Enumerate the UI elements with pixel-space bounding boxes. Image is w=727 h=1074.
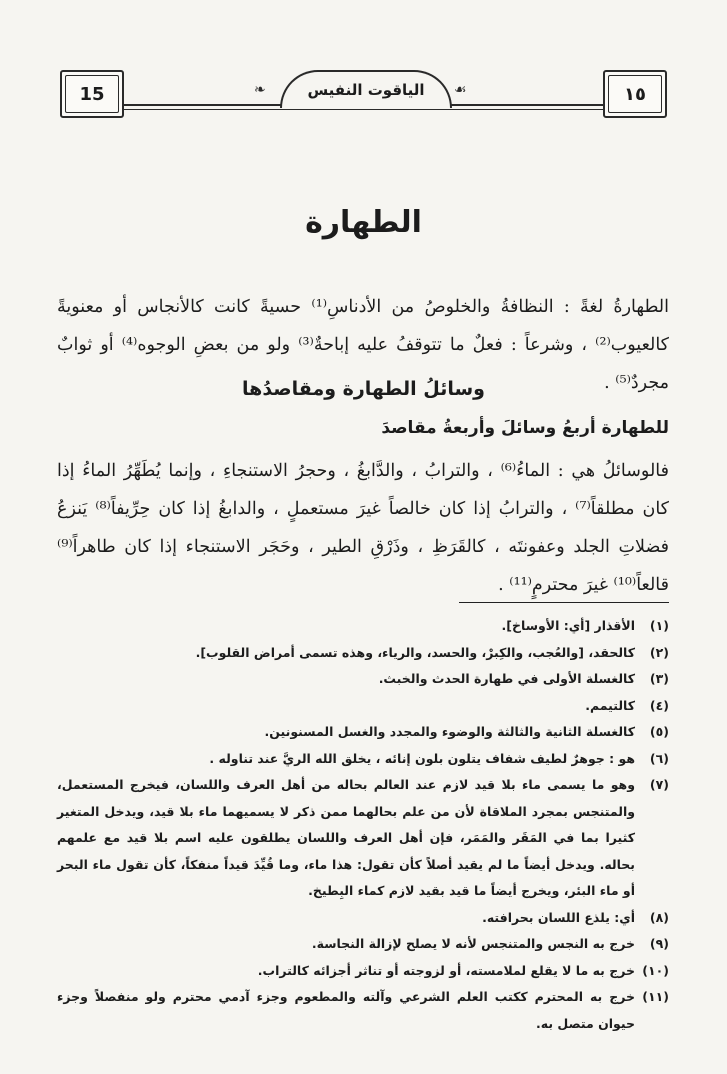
- footnote: [57, 931, 669, 958]
- paragraph-definition: الطهارةُ لغةً : النظافةُ والخلوصُ من الأدناسِ⁽¹⁾ حسيةً كانت كالأنجاس أو معنويةً كالعيوب⁽²⁾ ، وشرعاً : فعلٌ ما تتوقفُ عليه إباحةٌ⁽³⁾ ولو من بعضِ الوجوه⁽⁴⁾ أو ثوابٌ مجردٌ⁽⁵⁾ .: [57, 297, 670, 393]
- footnote-text: كالحقد، [والعُجب، والكِبرْ، والحسد، والرياء، وهذه تسمى أمراض القلوب].: [195, 644, 635, 660]
- footnote-number: (٥): [649, 724, 669, 739]
- chapter-title: الطهارة: [305, 205, 422, 240]
- footnote: [57, 666, 669, 693]
- footnote: [57, 613, 669, 640]
- page-number-arabic: ١٥: [603, 70, 667, 118]
- footnote-number: (٤): [649, 697, 669, 713]
- subsection-title: للطهارة أربعُ وسائلَ وأربعةُ مقاصدَ: [381, 418, 669, 438]
- ornament-icon: ❧: [254, 82, 266, 98]
- footnote: [57, 984, 669, 1037]
- footnote-number: (١): [649, 618, 669, 633]
- ornament-icon: ☙: [454, 82, 467, 98]
- footnote: [57, 719, 669, 746]
- footnote-number: (١٠): [642, 962, 669, 978]
- header-rule-thin: [122, 109, 605, 110]
- footnote-separator: [459, 602, 669, 603]
- footnote-text: أي: يلذع اللسان بحرافته.: [482, 909, 635, 925]
- footnote-text: كالغسلة الأولى في طهارة الحدث والخبث.: [378, 671, 635, 686]
- footnote-text: خرج به ما لا يقلع لملامسته، أو لزوجته أو تناثر أجزائه كالتراب.: [257, 962, 635, 978]
- footnote-text: خرج به المحترم ككتب العلم الشرعي وآلته والمطعوم وجزء آدمي محترم ولو منفصلاً وجزء حيوان متصل به.: [57, 989, 635, 1031]
- section-title: وسائلُ الطهارة ومقاصدُها: [242, 378, 485, 400]
- footnote-number: (٨): [649, 909, 669, 925]
- footnote: [57, 905, 669, 932]
- footnote-number: (١١): [642, 989, 669, 1004]
- footnote-number: (٩): [649, 936, 669, 951]
- footnote-text: خرج به النجس والمتنجس لأنه لا يصلح لإزالة النجاسة.: [311, 936, 635, 951]
- footnote-text: كالتيمم.: [585, 697, 635, 713]
- footnote-number: (٢): [649, 644, 669, 660]
- footnote-number: (٧): [649, 777, 669, 792]
- footnote-number: (٣): [649, 671, 669, 686]
- footnote-text: الأقذار [أي: الأوساخ].: [501, 618, 635, 633]
- footnote-text: هو : جوهرٌ لطيف شفاف يتلون بلون إنائه ، يخلق الله الريَّ عند تناوله .: [209, 750, 635, 766]
- footnote: [57, 772, 669, 905]
- paragraph-means: فالوسائلُ هي : الماءُ⁽⁶⁾ ، والترابُ ، والدَّابغُ ، وحجرُ الاستنجاءِ ، وإنما يُطَهِّرُ الماءُ إذا كان مطلقاً⁽⁷⁾ ، والترابُ إذا كان خالصاً غيرَ مستعملٍ ، والدابغُ إذا كان حِرِّيفاً⁽⁸⁾ يَنزعُ فضلاتِ الجلد وعفونتَه ، كالقَرَظِ ، وذَرْقِ الطير ، وحَجَر الاستنجاء إذا كان طاهراً⁽⁹⁾ قالعاً⁽¹⁰⁾ غيرَ محترمٍ⁽¹¹⁾ .: [57, 461, 669, 595]
- footnotes: [57, 613, 669, 1037]
- footnote: [57, 693, 669, 720]
- footnote: [57, 746, 669, 773]
- page-number-latin: 15: [60, 70, 124, 118]
- footnote-number: (٦): [649, 750, 669, 766]
- page-header: [60, 62, 667, 122]
- footnote: [57, 958, 669, 985]
- footnote-text: وهو ما يسمى ماء بلا قيد لازم عند العالم بحاله من أهل العرف واللسان، فيخرج المستعمل، والمتنجس بمجرد الملاقاة لأن من علم بحالهما ممن ذكر لا يسميهما ماء بلا قيد، ويدخل المتغير كثيرا بما في المَقَر والمَمَر، فإن أهل العرف واللسان يطلقون عليه اسم بلا قيد مع علمهم بحاله. ويدخل أيضاً ما لم يقيد أصلاً كأن تقول: هذا ماء، وما قُيِّدَ قيداً منفكاً، كأن تقول ماء البحر أو ماء البئر، ويخرج أيضاً ما قيد بقيد لازم كماء البِطيخ.: [57, 777, 635, 898]
- footnote: [57, 640, 669, 667]
- footnote-text: كالغسلة الثانية والثالثة والوضوء والمجدد والغسل المسنونين.: [264, 724, 635, 739]
- book-title: الياقوت النفيس: [280, 70, 452, 108]
